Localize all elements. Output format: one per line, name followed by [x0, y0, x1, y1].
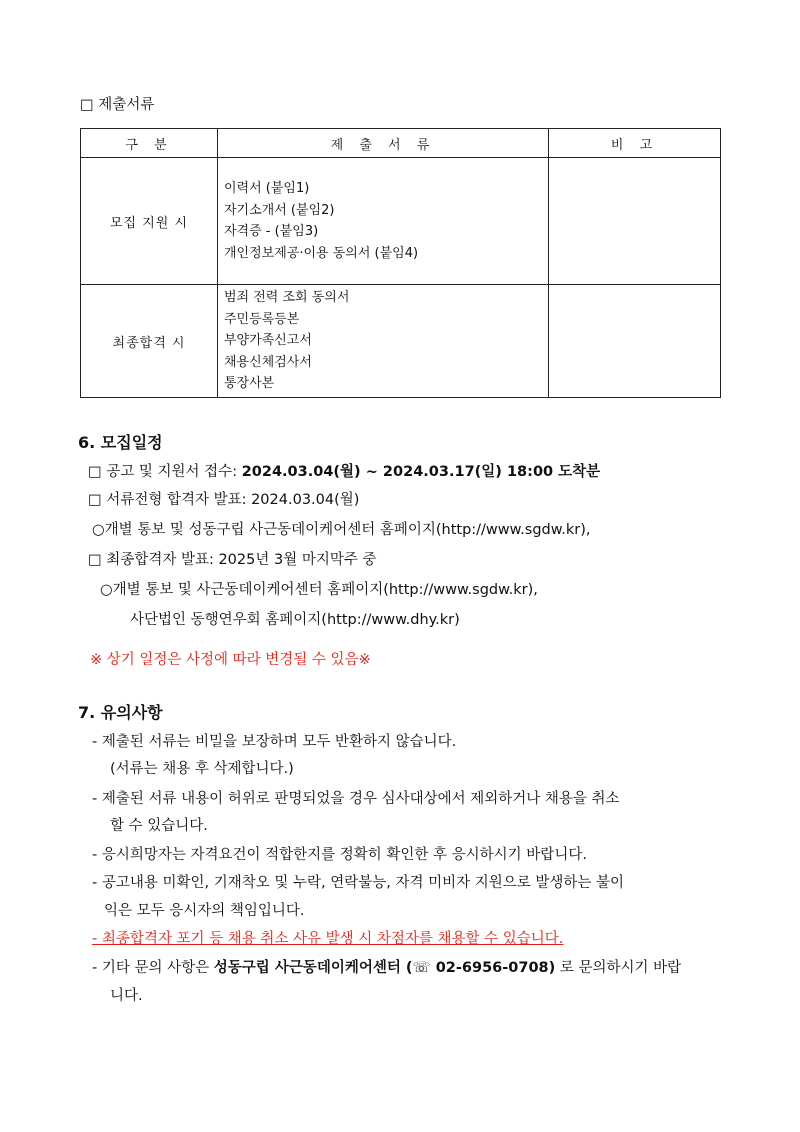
document-item: 주민등록등본 [224, 311, 300, 327]
document-item: 범죄 전력 조회 동의서 [224, 290, 350, 306]
header-documents: 제 출 서 류 [218, 129, 549, 158]
row-note [549, 285, 721, 398]
contact-center: 성동구립 사근동데이케어센터 (☏ 02-6956-0708) [213, 960, 556, 976]
schedule-line-notice-3: 사단법인 동행연우회 홈페이지(http://www.dhy.kr) [130, 612, 460, 628]
document-item: 채용신체검사서 [224, 354, 312, 370]
caution-item-4: - 공고내용 미확인, 기재착오 및 누락, 연락불능, 자격 미비자 지원으로 발생하는 불이 [92, 875, 624, 891]
caution-item-6-cont: 니다. [110, 988, 143, 1004]
document-item: 자기소개서 (붙임2) [224, 202, 335, 218]
document-item: 자격증 - (붙임3) [224, 224, 319, 239]
schedule-line-application [88, 460, 600, 481]
row-category: 모집 지원 시 [81, 158, 218, 285]
schedule-line-notice-1: ○개별 통보 및 성동구립 사근동데이케어센터 홈페이지(http://www.sgdw.kr), [92, 522, 591, 538]
header-note: 비 고 [549, 129, 721, 158]
caution-item-3: - 응시희망자는 자격요건이 적합한지를 정확히 확인한 후 응시하시기 바랍니다. [92, 847, 587, 863]
schedule-line-document-result: □ 서류전형 합격자 발표: 2024.03.04(월) [88, 492, 360, 508]
sub-section-title: □ 제출서류 [80, 97, 155, 113]
section6-title: 6. 모집일정 [78, 433, 163, 452]
document-item: 부양가족신고서 [224, 333, 312, 349]
row-note [549, 158, 721, 285]
caution-item-1-cont: (서류는 채용 후 삭제합니다.) [110, 761, 294, 777]
row-category: 최종합격 시 [81, 285, 218, 398]
document-item: 통장사본 [224, 376, 275, 392]
caution-item-2-cont: 할 수 있습니다. [110, 818, 208, 834]
row-documents [218, 158, 549, 285]
schedule-line-final-result: □ 최종합격자 발표: 2025년 3월 마지막주 중 [88, 552, 377, 568]
section7-title: 7. 유의사항 [78, 703, 163, 722]
table-header-row [81, 129, 721, 158]
caution-item-5: - 최종합격자 포기 등 채용 취소 사유 발생 시 차점자를 채용할 수 있습니다. [92, 931, 564, 947]
document-item: 개인정보제공·이용 동의서 (붙임4) [224, 245, 419, 261]
schedule-label: □ 공고 및 지원서 접수: [88, 464, 242, 480]
caution-item-2: - 제출된 서류 내용이 허위로 판명되었을 경우 심사대상에서 제외하거나 채용을 취소 [92, 791, 620, 807]
document-item: 이력서 (붙임1) [224, 181, 310, 196]
contact-prefix: - 기타 문의 사항은 [92, 960, 214, 976]
schedule-period: 2024.03.04(월) ~ 2024.03.17(일) 18:00 도착분 [241, 464, 601, 480]
table-row [81, 285, 721, 398]
caution-item-6 [92, 956, 681, 977]
caution-item-1: - 제출된 서류는 비밀을 보장하며 모두 반환하지 않습니다. [92, 734, 457, 750]
documents-table [80, 128, 721, 398]
header-category: 구 분 [81, 129, 218, 158]
schedule-line-notice-2: ○개별 통보 및 사근동데이케어센터 홈페이지(http://www.sgdw.kr), [100, 582, 538, 598]
contact-suffix: 로 문의하시기 바랍 [555, 960, 682, 976]
caution-item-4-cont: 익은 모두 응시자의 책임입니다. [104, 903, 305, 919]
table-row [81, 158, 721, 285]
row-documents [218, 285, 549, 398]
schedule-change-notice: ※ 상기 일정은 사정에 따라 변경될 수 있음※ [90, 652, 371, 668]
